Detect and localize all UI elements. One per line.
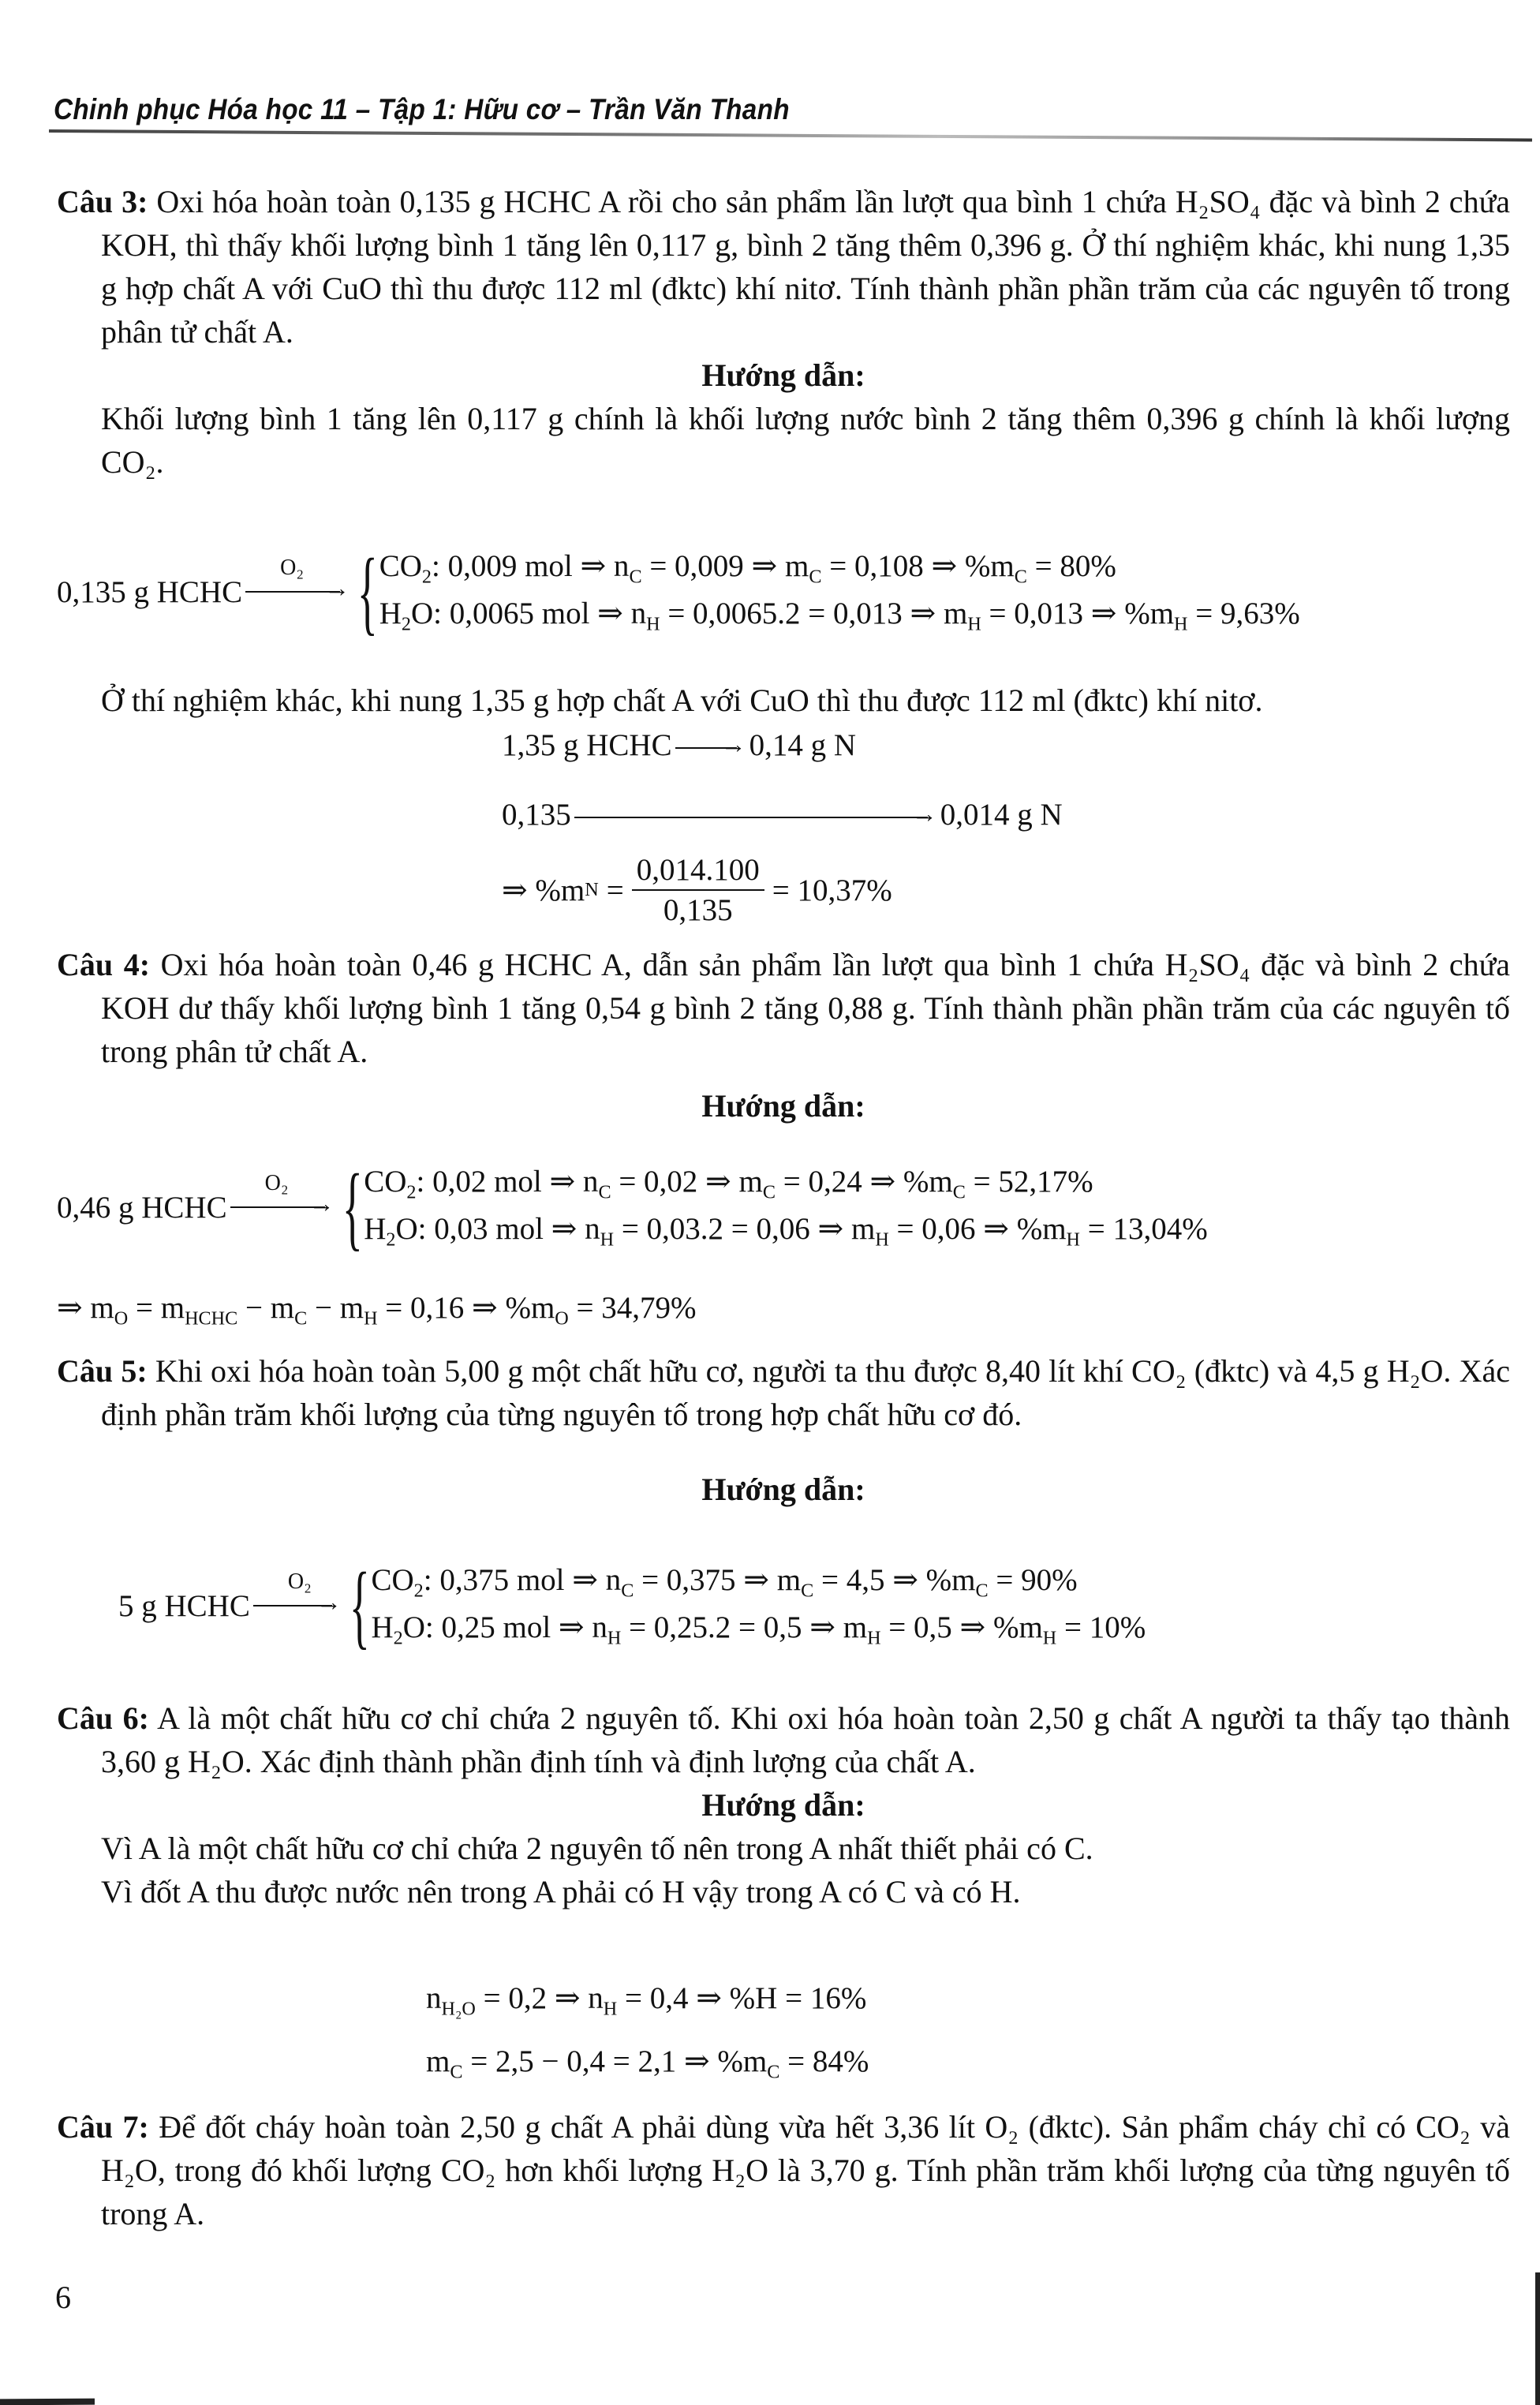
equation-text: : 0,009 mol ⇒ n bbox=[432, 548, 630, 583]
subscript: H₂O bbox=[441, 1998, 476, 2020]
reactant: 0,135 g HCHC bbox=[57, 574, 243, 609]
subscript: C bbox=[1014, 566, 1027, 587]
equation-row bbox=[57, 1291, 697, 1330]
subscript: C bbox=[294, 1307, 308, 1330]
subscript: H bbox=[1066, 1229, 1081, 1251]
note-q3 bbox=[57, 679, 1510, 722]
oxidant-label: O₂ bbox=[264, 1171, 289, 1195]
oxidant-label: O₂ bbox=[280, 555, 305, 580]
brace-icon: { bbox=[349, 1553, 370, 1658]
equation-text: = 0,5 ⇒ %m bbox=[880, 1610, 1043, 1644]
reaction-arrow-icon: → O₂ bbox=[230, 1199, 335, 1215]
question-4 bbox=[57, 943, 1510, 1128]
solution-text: Vì đốt A thu được nước nên trong A phải có H vậy trong A có C và có H. bbox=[101, 1874, 1021, 1909]
equation-text: = 0,06 ⇒ %m bbox=[888, 1212, 1067, 1246]
equation-text: n bbox=[426, 1981, 442, 2015]
subscript: N bbox=[585, 879, 599, 900]
nitrogen-fraction: ⇒ %m N = $\frac{0,014.100}{0,135}$ = 10,37% bbox=[502, 853, 892, 927]
equation-text: = m bbox=[128, 1291, 185, 1325]
subscript: H bbox=[1042, 1627, 1057, 1649]
equation-text: = 34,79% bbox=[568, 1291, 697, 1325]
equation-text: H bbox=[364, 1212, 387, 1246]
brace-icon: { bbox=[342, 1154, 363, 1259]
equation-text: = 80% bbox=[1026, 548, 1116, 583]
equation-row bbox=[379, 596, 1300, 635]
equation-text: = 0,009 ⇒ m bbox=[641, 548, 809, 583]
reaction-arrow-icon: → O₂ bbox=[253, 1598, 342, 1614]
question-label: Câu 6: bbox=[57, 1700, 149, 1736]
equation-text: = 0,108 ⇒ %m bbox=[821, 548, 1015, 583]
running-header: Chinh phục Hóa học 11 – Tập 1: Hữu cơ – Trần Văn Thanh bbox=[54, 93, 790, 125]
question-6 bbox=[57, 1696, 1510, 1913]
subscript: 2 bbox=[401, 613, 411, 635]
reaction-arrow-icon: → O₂ bbox=[245, 584, 349, 600]
subscript: O bbox=[555, 1307, 569, 1330]
brace-icon: { bbox=[357, 539, 378, 644]
product: 0,014 g N bbox=[940, 798, 1063, 832]
equation-text: O: 0,25 mol ⇒ n bbox=[402, 1610, 607, 1644]
subscript: C bbox=[975, 1580, 989, 1601]
equation-row bbox=[364, 1211, 1208, 1251]
subscript: 2 bbox=[413, 1580, 424, 1601]
fraction-result: = 10,37% bbox=[772, 873, 892, 907]
question-3 bbox=[57, 180, 1510, 484]
question-body: Oxi hóa hoàn toàn 0,135 g HCHC A rồi cho sản phẩm lần lượt qua bình 1 chứa H₂SO₄ đặc và bình 2 chứa KOH, thì thấy khối lượng bình 1 tăng lên 0,117 g, bình 2 tăng thêm 0,396 g. Ở thí nghiệm khác, khi nung 1,35 g hợp chất A với CuO thì thu được 112 ml (đktc) khí nitơ. Tính thành phần phần trăm của các nguyên tố trong phân tử chất A. bbox=[101, 184, 1510, 350]
subscript: O bbox=[114, 1307, 129, 1330]
equation-text: CO bbox=[379, 548, 422, 583]
subscript: C bbox=[762, 1181, 776, 1202]
reaction-system-q3 bbox=[57, 539, 1300, 644]
numerator: 0,014.100 bbox=[632, 852, 764, 891]
question-body: Để đốt cháy hoàn toàn 2,50 g chất A phải dùng vừa hết 3,36 lít O₂ (đktc). Sản phẩm cháy chỉ có CO₂ và H₂O, trong đó khối lượng CO₂ hơn khối lượng H₂O là 3,70 g. Tính phần trăm khối lượng của từng nguyên tố trong A. bbox=[101, 2109, 1511, 2231]
hydrogen-equation bbox=[426, 1980, 866, 2020]
nitrogen-line-2 bbox=[502, 797, 1063, 832]
equation-text: = 90% bbox=[988, 1562, 1078, 1597]
equation-text: = 0,24 ⇒ %m bbox=[775, 1164, 953, 1199]
equation-text: : 0,375 mol ⇒ n bbox=[423, 1562, 622, 1597]
subscript: 2 bbox=[421, 566, 432, 587]
subscript: 2 bbox=[386, 1229, 396, 1251]
subscript: H bbox=[364, 1307, 378, 1330]
equation-text: = 0,02 ⇒ m bbox=[611, 1164, 763, 1199]
question-5 bbox=[57, 1349, 1510, 1511]
equation-text: − m bbox=[307, 1291, 364, 1325]
question-4-text bbox=[57, 943, 1510, 1073]
equation-row bbox=[371, 1610, 1146, 1649]
subscript: C bbox=[767, 2061, 780, 2083]
equation-text: H bbox=[379, 597, 402, 630]
fraction bbox=[632, 852, 764, 928]
equation-text: : 0,02 mol ⇒ n bbox=[416, 1164, 599, 1199]
equation-text: = 0,25.2 = 0,5 ⇒ m bbox=[621, 1610, 868, 1644]
question-label: Câu 5: bbox=[57, 1353, 148, 1389]
denominator: 0,135 bbox=[663, 893, 733, 927]
oxygen-line-q4 bbox=[57, 1290, 696, 1330]
product: 0,14 g N bbox=[749, 728, 857, 762]
question-6-text bbox=[57, 1696, 1510, 1783]
equation-text: H bbox=[371, 1610, 394, 1644]
equation-text: = 9,63% bbox=[1187, 597, 1300, 630]
question-body: Khi oxi hóa hoàn toàn 5,00 g một chất hữu cơ, người ta thu được 8,40 lít khí CO₂ (đktc) và 4,5 g H₂O. Xác định phần trăm khối lượng của từng nguyên tố trong hợp chất hữu cơ đó. bbox=[101, 1353, 1510, 1432]
equation-row bbox=[371, 1562, 1146, 1602]
subscript: C bbox=[809, 566, 822, 587]
equation-text: = 0,0065.2 = 0,013 ⇒ m bbox=[660, 597, 968, 630]
equation-text: = 0,16 ⇒ %m bbox=[377, 1291, 555, 1325]
subscript: C bbox=[598, 1181, 611, 1202]
carbon-equation bbox=[426, 2044, 869, 2083]
reactant: 0,135 bbox=[502, 798, 571, 832]
solution-text: Ở thí nghiệm khác, khi nung 1,35 g hợp chất A với CuO thì thu được 112 ml (đktc) khí nitơ. bbox=[101, 683, 1263, 718]
reactant: 0,46 g HCHC bbox=[57, 1190, 227, 1225]
equation-text: m bbox=[426, 2044, 450, 2078]
guide-heading: Hướng dẫn: bbox=[701, 357, 865, 393]
subscript: H bbox=[867, 1627, 881, 1649]
equation-text: = 0,013 ⇒ %m bbox=[981, 597, 1175, 630]
equation-text: CO bbox=[371, 1562, 414, 1597]
equation-row bbox=[379, 548, 1300, 588]
reaction-system-q5 bbox=[118, 1553, 1146, 1658]
question-3-text bbox=[57, 180, 1510, 353]
equation-text: = 13,04% bbox=[1080, 1212, 1208, 1246]
subscript: H bbox=[607, 1627, 622, 1649]
equation-text: O: 0,0065 mol ⇒ n bbox=[410, 597, 647, 630]
arrow-icon: → bbox=[675, 740, 746, 756]
subscript: H bbox=[1174, 613, 1188, 635]
equation-text: ⇒ m bbox=[57, 1291, 114, 1325]
equation-text: = 4,5 ⇒ %m bbox=[813, 1562, 976, 1597]
equation-text: = 0,03.2 = 0,06 ⇒ m bbox=[614, 1212, 876, 1246]
guide-heading: Hướng dẫn: bbox=[701, 1472, 865, 1507]
subscript: C bbox=[629, 566, 642, 587]
equation-text: = 52,17% bbox=[965, 1164, 1093, 1199]
nitrogen-line-1 bbox=[502, 727, 856, 763]
subscript: H bbox=[603, 1998, 618, 2020]
equation-row bbox=[426, 2044, 869, 2083]
subscript: 2 bbox=[393, 1627, 403, 1649]
subscript: 2 bbox=[406, 1181, 417, 1202]
solution-text: Vì A là một chất hữu cơ chỉ chứa 2 nguyên tố nên trong A nhất thiết phải có C. bbox=[101, 1831, 1093, 1866]
question-label: Câu 3: bbox=[57, 184, 148, 219]
guide-heading: Hướng dẫn: bbox=[701, 1787, 865, 1823]
equation-text: = 84% bbox=[779, 2044, 869, 2078]
equation-text: O: 0,03 mol ⇒ n bbox=[395, 1212, 600, 1246]
subscript: C bbox=[952, 1181, 966, 1202]
equation-row bbox=[426, 1981, 867, 2020]
equation-text: = 10% bbox=[1056, 1610, 1146, 1644]
question-7 bbox=[57, 2105, 1510, 2235]
equation-text: = 0,2 ⇒ n bbox=[475, 1981, 604, 2015]
subscript: C bbox=[621, 1580, 634, 1601]
subscript: C bbox=[801, 1580, 814, 1601]
subscript: H bbox=[600, 1229, 615, 1251]
page-edge bbox=[1535, 2272, 1540, 2405]
question-body: A là một chất hữu cơ chỉ chứa 2 nguyên tố. Khi oxi hóa hoàn toàn 2,50 g chất A người ta thấy tạo thành 3,60 g H₂O. Xác định thành phần định tính và định lượng của chất A. bbox=[101, 1700, 1511, 1779]
fraction-prefix: ⇒ %m bbox=[502, 873, 585, 907]
oxidant-label: O₂ bbox=[287, 1569, 312, 1594]
equation-text: = 0,375 ⇒ m bbox=[634, 1562, 802, 1597]
reactant: 1,35 g HCHC bbox=[502, 728, 672, 762]
header-rule bbox=[49, 129, 1532, 141]
subscript: H bbox=[967, 613, 981, 635]
guide-heading: Hướng dẫn: bbox=[701, 1088, 865, 1124]
equation-text: − m bbox=[237, 1291, 295, 1325]
equation-row bbox=[364, 1164, 1208, 1203]
arrow-icon: → bbox=[574, 810, 937, 825]
question-5-text bbox=[57, 1349, 1510, 1436]
question-label: Câu 4: bbox=[57, 947, 151, 982]
solution-text: Khối lượng bình 1 tăng lên 0,117 g chính là khối lượng nước bình 2 tăng thêm 0,396 g chính là khối lượng CO₂. bbox=[101, 401, 1510, 480]
subscript: HCHC bbox=[185, 1307, 238, 1330]
reaction-system-q4 bbox=[57, 1154, 1208, 1259]
subscript: H bbox=[875, 1229, 889, 1251]
subscript: H bbox=[646, 613, 660, 635]
question-body: Oxi hóa hoàn toàn 0,46 g HCHC A, dẫn sản phẩm lần lượt qua bình 1 chứa H₂SO₄ đặc và bình 2 chứa KOH dư thấy khối lượng bình 1 tăng 0,54 g bình 2 tăng 0,88 g. Tính thành phần phần trăm của các nguyên tố trong phân tử chất A. bbox=[101, 947, 1511, 1069]
equation-text: CO bbox=[364, 1164, 407, 1199]
reactant: 5 g HCHC bbox=[118, 1588, 250, 1623]
subscript: C bbox=[450, 2061, 463, 2083]
question-7-text bbox=[57, 2105, 1510, 2235]
equation-text: = 2,5 − 0,4 = 2,1 ⇒ %m bbox=[462, 2044, 768, 2078]
page-number: 6 bbox=[55, 2280, 71, 2315]
page-edge bbox=[0, 2399, 95, 2405]
equation-text: = 0,4 ⇒ %H = 16% bbox=[617, 1981, 867, 2015]
question-label: Câu 7: bbox=[57, 2109, 149, 2145]
